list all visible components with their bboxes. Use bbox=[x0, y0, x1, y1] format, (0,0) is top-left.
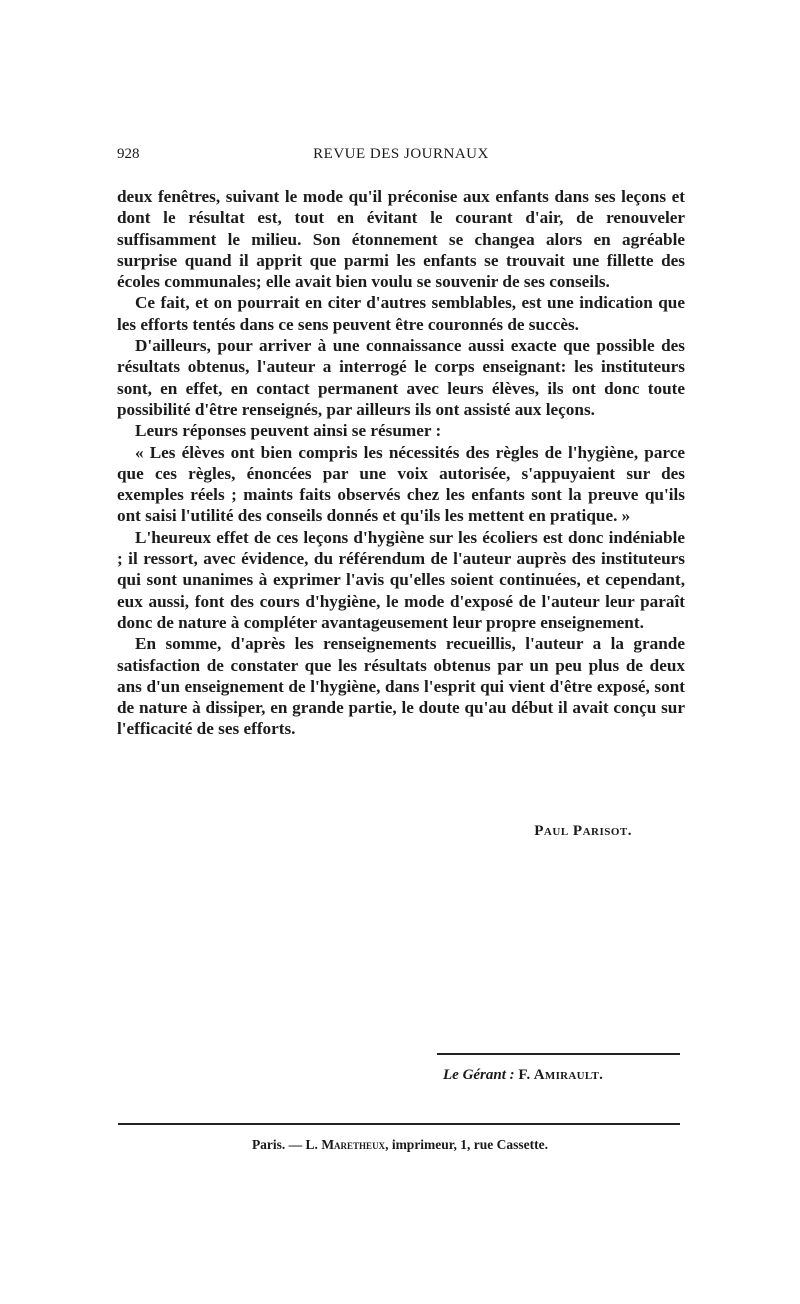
paragraph: Leurs réponses peuvent ainsi se résumer : bbox=[135, 421, 442, 441]
paragraph: D'ailleurs, pour arriver à une connaissance aussi exacte que possible des résultats obtenus, l'auteur a interrogé le corps enseignant: les instituteurs sont, en effet, en contact permanent avec leurs élèves, ils ont donc toute possibilité d'être renseignés, par ailleurs ils ont assisté aux leçons. bbox=[117, 336, 685, 419]
gerant-line bbox=[443, 1067, 603, 1084]
divider-long bbox=[118, 1123, 680, 1125]
printer-imprint bbox=[0, 1137, 800, 1153]
divider-short bbox=[437, 1053, 680, 1055]
imprint-address: , imprimeur, 1, rue Cassette. bbox=[385, 1137, 549, 1152]
paragraph: L'heureux effet de ces leçons d'hygiène sur les écoliers est donc indéniable ; il ressort, avec évidence, du référendum de l'auteur auprès des instituteurs qui sont unanimes à exprimer l'avis qu'elles soient continuées, et cependant, eux aussi, font des cours d'hygiène, le mode d'exposé de l'auteur leur paraît donc de nature à compléter avantageusement leur propre enseignement. bbox=[117, 527, 685, 632]
article-body bbox=[117, 186, 685, 740]
page-number: 928 bbox=[117, 146, 140, 162]
running-head: REVUE DES JOURNAUX bbox=[313, 146, 489, 162]
paragraph: En somme, d'après les renseignements recueillis, l'auteur a la grande satisfaction de constater que les résultats obtenus par un peu plus de deux ans d'un enseignement de l'hygiène, dans l'esprit qui vient d'être exposé, sont de nature à dissiper, en grande partie, le doute qu'au début il avait conçu sur l'efficacité de ses efforts. bbox=[117, 634, 685, 739]
paragraph: Ce fait, et on pourrait en citer d'autres semblables, est une indication que les efforts tentés dans ce sens peuvent être couronnés de succès. bbox=[117, 293, 685, 334]
gerant-label: Le Gérant : bbox=[443, 1067, 515, 1083]
imprint-printer: Maretheux bbox=[321, 1137, 386, 1152]
paragraph: deux fenêtres, suivant le mode qu'il préconise aux enfants dans ses leçons et dont le résultat est, tout en évitant le courant d'air, de renouveler suffisamment le milieu. Son étonnement se changea alors en agréable surprise quand il apprit que parmi les enfants se trouvait une fillette des écoles communales; elle avait bien voulu se souvenir de ses conseils. bbox=[117, 187, 685, 292]
author-signature: Paul Parisot. bbox=[534, 823, 632, 839]
imprint-city: Paris. — L. bbox=[251, 1137, 322, 1152]
gerant-name: F. Amirault. bbox=[518, 1067, 604, 1083]
page-header bbox=[117, 146, 685, 168]
quoted-paragraph: « Les élèves ont bien compris les nécessités des règles de l'hygiène, parce que ces règles, énoncées par une voix autorisée, s'appuyaient sur des exemples réels ; maints faits observés chez les enfants sont la preuve qu'ils ont saisi l'utilité des conseils donnés et qu'ils les mettent en pratique. » bbox=[117, 442, 685, 526]
